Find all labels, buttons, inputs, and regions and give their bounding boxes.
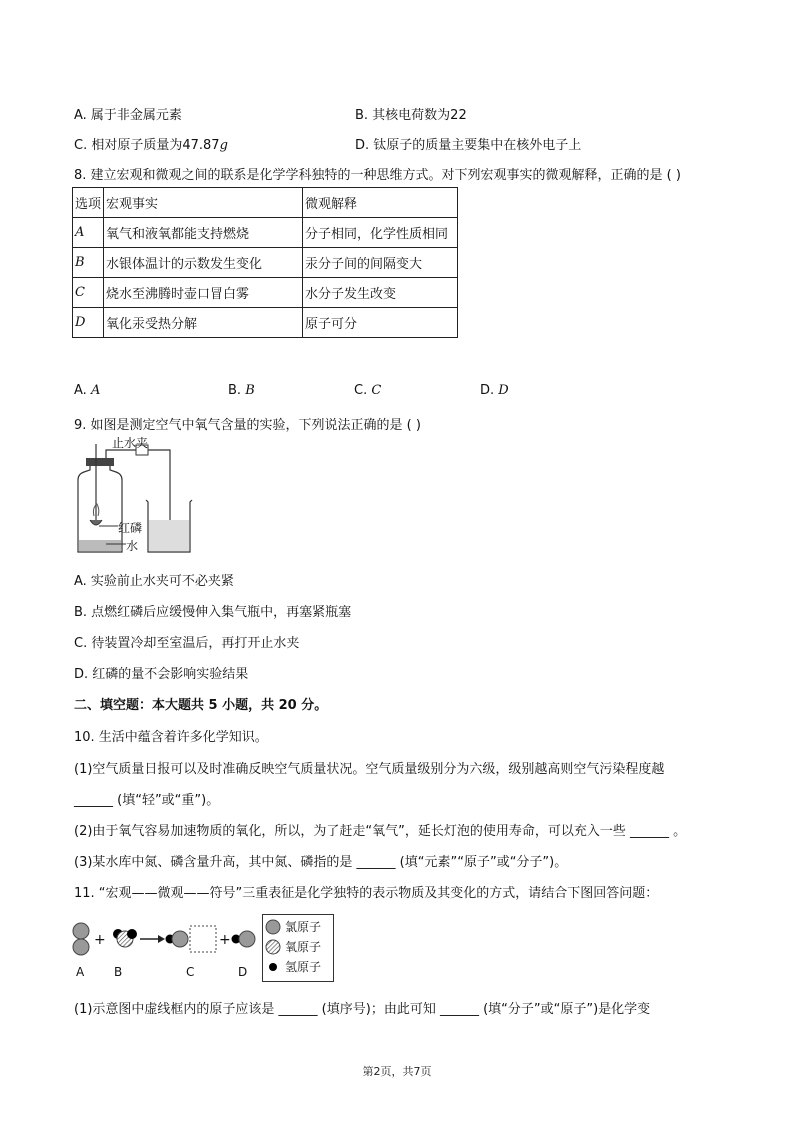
- legend-hydrogen: 氢原子: [285, 960, 322, 974]
- table-cell: C: [73, 278, 104, 308]
- q9-option-c: C. 待装置冷却至室温后，再打开止水夹: [74, 636, 300, 651]
- rubber-stopper: [86, 458, 114, 466]
- diagram-label-b: B: [114, 965, 123, 979]
- header-cell: 宏观事实: [104, 188, 303, 218]
- table-header-row: [73, 188, 458, 218]
- q10-part2: (2)由于氧气容易加速物质的氧化，所以，为了赶走“氧气”，延长灯泡的使用寿命，可以充入一些 ______ 。: [74, 824, 687, 839]
- diagram-label-a: A: [76, 965, 85, 979]
- figure-label-water: 水: [126, 539, 139, 553]
- header-cell: 微观解释: [303, 188, 458, 218]
- figure-label-phosphorus: 红磷: [118, 521, 143, 535]
- option-letter: B: [245, 383, 255, 398]
- table-cell: 汞分子间的间隔变大: [303, 248, 458, 278]
- section-heading: 二、填空题：本大题共 5 小题，共 20 分。: [74, 698, 328, 713]
- table-cell: B: [73, 248, 104, 278]
- q9-option-b: B. 点燃红磷后应缓慢伸入集气瓶中，再塞紧瓶塞: [74, 605, 352, 620]
- chlorine-atom: [73, 923, 89, 939]
- option-prefix: B.: [228, 383, 246, 398]
- option-letter: C: [371, 383, 382, 398]
- header-cell: 选项: [73, 188, 104, 218]
- table-row: [73, 218, 458, 248]
- q10-part3: (3)某水库中氮、磷含量升高，其中氮、磷指的是 ______ (填“元素”“原子”或“分子”)。: [74, 855, 568, 870]
- q7-option-c-unit: g: [219, 138, 228, 153]
- glass-tube: [106, 450, 136, 458]
- legend-chlorine: 氯原子: [285, 920, 322, 934]
- option-prefix: A.: [74, 383, 91, 398]
- combustion-spoon: [90, 520, 102, 525]
- oxygen-legend-icon: [266, 940, 280, 954]
- table-cell: 氧气和液氧都能支持燃烧: [104, 218, 303, 248]
- legend-oxygen: 氧原子: [285, 940, 322, 954]
- table-row: [73, 278, 458, 308]
- arrow-head-icon: [158, 935, 165, 943]
- q7-option-d: D. 钛原子的质量主要集中在核外电子上: [355, 138, 582, 153]
- q10-stem: 10. 生活中蕴含着许多化学知识。: [74, 730, 268, 745]
- q8-option-d: [480, 383, 509, 398]
- q11-stem: 11. “宏观——微观——符号”三重表征是化学独特的表示物质及其变化的方式，请结合下图回答问题：: [74, 886, 659, 901]
- q7-option-b: B. 其核电荷数为22: [355, 108, 467, 123]
- table-row: [73, 248, 458, 278]
- q8-option-b: [228, 383, 255, 398]
- option-prefix: C.: [354, 383, 372, 398]
- hydrogen-legend-icon: [269, 963, 277, 971]
- plus-sign: +: [219, 932, 231, 948]
- q8-stem: 8. 建立宏观和微观之间的联系是化学学科独特的一种思维方式。对下列宏观事实的微观解释，正确的是 ( ): [74, 168, 681, 183]
- bottle-water: [79, 540, 121, 551]
- option-letter: D: [498, 383, 509, 398]
- option-letter: A: [90, 383, 101, 398]
- beaker-water: [149, 520, 189, 551]
- chlorine-atom: [239, 931, 255, 947]
- diagram-label-c: C: [186, 965, 195, 979]
- diagram-label-d: D: [238, 965, 248, 979]
- table-cell: 水银体温计的示数发生变化: [104, 248, 303, 278]
- table-cell: 原子可分: [303, 308, 458, 338]
- q9-stem: 9. 如图是测定空气中氧气含量的实验，下列说法正确的是 ( ): [74, 418, 421, 433]
- chlorine-atom: [172, 931, 188, 947]
- q10-part1-blank: ______ (填“轻”或“重”)。: [74, 793, 220, 808]
- q8-option-a: [74, 383, 100, 398]
- q8-table: [72, 187, 458, 338]
- table-cell: A: [73, 218, 104, 248]
- figure-label-clamp: 止水夹: [112, 436, 149, 450]
- table-cell: 水分子发生改变: [303, 278, 458, 308]
- q7-option-a: A. 属于非金属元素: [74, 108, 182, 123]
- q8-option-c: [354, 383, 381, 398]
- dashed-box: [190, 926, 216, 952]
- q9-option-d: D. 红磷的量不会影响实验结果: [74, 667, 249, 682]
- option-prefix: D.: [480, 383, 499, 398]
- table-cell: 分子相同，化学性质相同: [303, 218, 458, 248]
- q7-option-c-text: C. 相对原子质量为47.87: [74, 138, 220, 153]
- chlorine-legend-icon: [266, 920, 280, 934]
- chlorine-atom: [73, 939, 89, 955]
- page-number: 第2页，共7页: [362, 1065, 432, 1078]
- q11-part1: (1)示意图中虚线框内的原子应该是 ______ (填序号)；由此可知 ______ (填“分子”或“原子”)是化学变: [74, 1002, 651, 1017]
- q10-part1: (1)空气质量日报可以及时准确反映空气质量状况。空气质量级别分为六级，级别越高则空气污染程度越: [74, 762, 665, 777]
- table-cell: 烧水至沸腾时壶口冒白雾: [104, 278, 303, 308]
- gas-bottle: [78, 464, 122, 552]
- legend-icons: [265, 917, 281, 977]
- table-cell: 氧化汞受热分解: [104, 308, 303, 338]
- table-cell: D: [73, 308, 104, 338]
- q7-option-c: [74, 134, 228, 153]
- table-row: [73, 308, 458, 338]
- q9-option-a: A. 实验前止水夹可不必夹紧: [74, 574, 234, 589]
- hydrogen-atom: [127, 929, 137, 939]
- plus-sign: +: [94, 932, 106, 948]
